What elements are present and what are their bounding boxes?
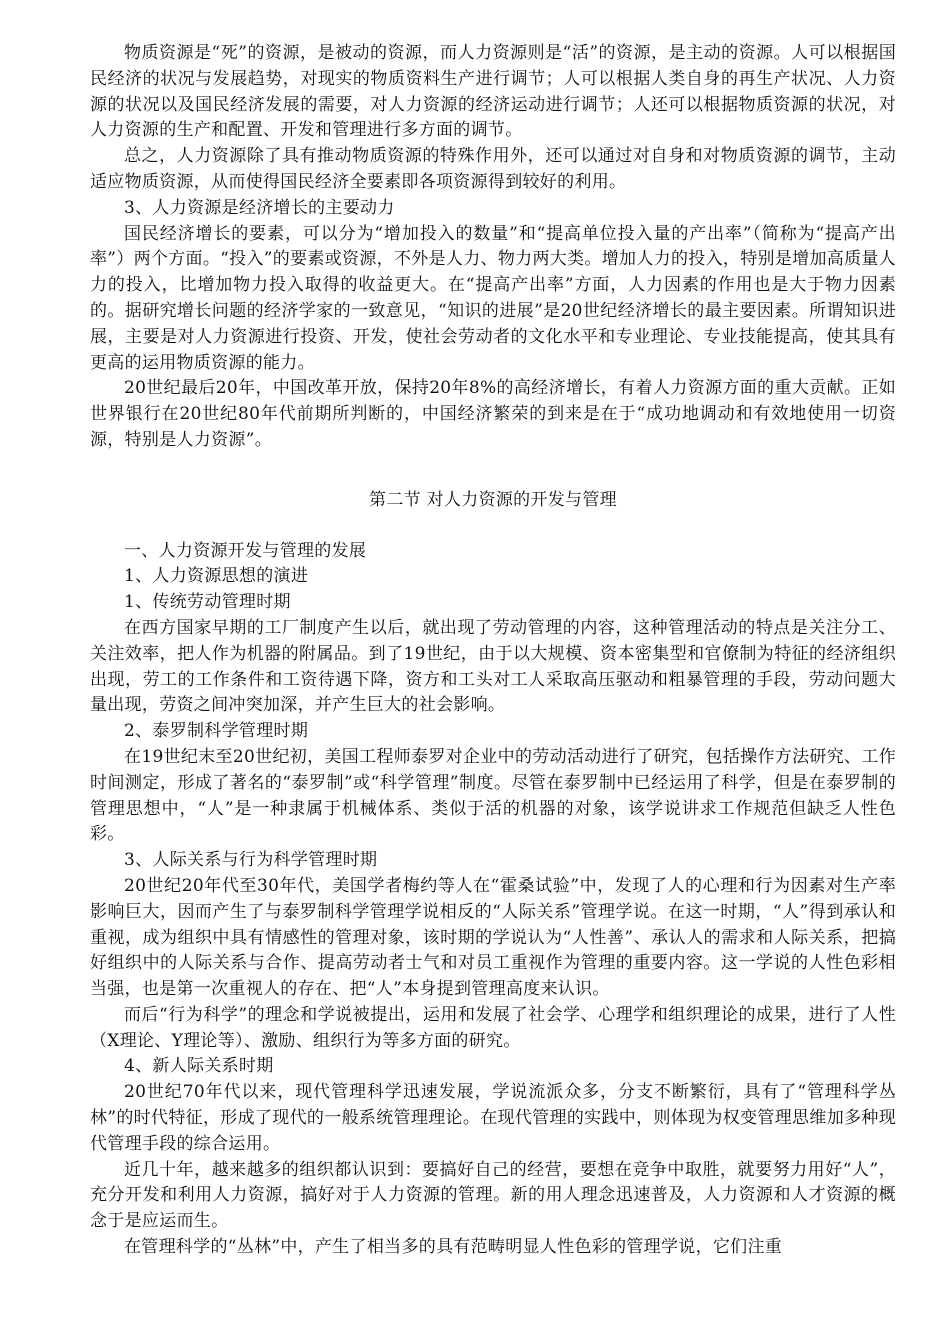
paragraph-china-reform: 20世纪最后20年，中国改革开放，保持20年8%的高经济增长，有着人力资源方面的重大贡献。正如世界银行在20世纪80年代前期所判断的，中国经济繁荣的到来是在于“成功地调动和有效地使用一切资源，特别是人力资源”。: [90, 378, 896, 450]
paragraph-human-relations-period: 20世纪20年代至30年代，美国学者梅约等人在“霍桑试验”中，发现了人的心理和行为因素对生产率影响巨大，因而产生了与泰罗制科学管理学说相反的“人际关系”管理学说。在这一时期，“人”得到承认和重视，成为组织中具有情感性的管理对象，该时期的学说认为“人性善”、承认人的需求和人际关系，把搞好组织中的人际关系与合作、提高劳动者士气和对员工重视作为管理的重要内容。这一学说的人性色彩相当强，也是第一次重视人的存在、把“人”本身提到管理高度来认识。: [90, 875, 896, 1000]
subheading-traditional-period: 1、传统劳动管理时期: [124, 592, 291, 613]
paragraph-behavioral-science: 而后“行为科学”的理念和学说被提出，运用和发展了社会学、心理学和组织理论的成果，进行了人性（X理论、Y理论等）、激励、组织行为等多方面的研究。: [90, 1004, 896, 1051]
subheading-human-relations-period: 3、人际关系与行为科学管理时期: [124, 850, 378, 871]
paragraph-material-vs-human-resources: 物质资源是“死”的资源，是被动的资源，而人力资源则是“活”的资源，是主动的资源。人可以根据国民经济的状况与发展趋势，对现实的物质资料生产进行调节；人可以根据人类自身的再生产状况、人力资源的状况以及国民经济发展的需要，对人力资源的经济运动进行调节；人还可以根据物质资源的状况，对人力资源的生产和配置、开发和管理进行多方面的调节。: [90, 43, 896, 141]
paragraph-new-relations-period: 20世纪70年代以来，现代管理科学迅速发展，学说流派众多，分支不断繁衍，具有了“管理科学丛林”的时代特征，形成了现代的一般系统管理理论。在现代管理的实践中，则体现为权变管理思维加多种现代管理手段的综合运用。: [90, 1082, 896, 1154]
subheading-evolution: 1、人力资源思想的演进: [124, 566, 309, 587]
paragraph-taylor-period: 在19世纪末至20世纪初，美国工程师泰罗对企业中的劳动活动进行了研究，包括操作方法研究、工作时间测定，形成了著名的“泰罗制”或“科学管理”制度。尽管在泰罗制中已经运用了科学，但是在泰罗制的管理思想中，“人”是一种隶属于机械体系、类似于活的机器的对象，该学说讲求工作规范但缺乏人性色彩。: [90, 746, 896, 845]
paragraph-management-jungle: 在管理科学的“丛林”中，产生了相当多的具有范畴明显人性色彩的管理学说，它们注重: [124, 1237, 783, 1258]
subheading-economic-growth: 3、人力资源是经济增长的主要动力: [124, 197, 395, 218]
document-page: [90, 41, 896, 1261]
paragraph-summary: 总之，人力资源除了具有推动物质资源的特殊作用外，还可以通过对自身和对物质资源的调节，主动适应物质资源，从而使得国民经济全要素即各项资源得到较好的利用。: [90, 146, 896, 192]
paragraph-growth-factors: 国民经济增长的要素，可以分为“增加投入的数量”和“提高单位投入量的产出率”（简称为“提高产出率”）两个方面。“投入”的要素或资源，不外是人力、物力两大类。增加人力的投入，特别是增加高质量人力的投入，比增加物力投入取得的收益更大。在“提高产出率”方面，人力因素的作用也是大于物力因素的。据研究增长问题的经济学家的一致意见，“知识的进展”是20世纪经济增长的最主要因素。所谓知识进展，主要是对人力资源进行投资、开发，使社会劳动者的文化水平和专业理论、专业技能提高，使其具有更高的运用物质资源的能力。: [90, 223, 896, 373]
heading-development: 一、人力资源开发与管理的发展: [124, 540, 367, 561]
subheading-taylor-period: 2、泰罗制科学管理时期: [124, 721, 309, 742]
paragraph-traditional-period: 在西方国家早期的工厂制度产生以后，就出现了劳动管理的内容，这种管理活动的特点是关注分工、关注效率，把人作为机器的附属品。到了19世纪，由于以大规模、资本密集型和官僚制为特征的经济组织出现，劳工的工作条件和工资待遇下降，资方和工头对工人采取高压驱动和粗暴管理的手段，劳动问题大量出现，劳资之间冲突加深，并产生巨大的社会影响。: [90, 617, 896, 716]
section-title: 第二节 对人力资源的开发与管理: [369, 489, 617, 510]
subheading-new-relations-period: 4、新人际关系时期: [124, 1056, 274, 1077]
paragraph-recent-decades: 近几十年，越来越多的组织都认识到：要搞好自己的经营，要想在竞争中取胜，就要努力用好“人”，充分开发和利用人力资源，搞好对于人力资源的管理。新的用人理念迅速普及，人力资源和人才资源的概念于是应运而生。: [90, 1159, 896, 1232]
